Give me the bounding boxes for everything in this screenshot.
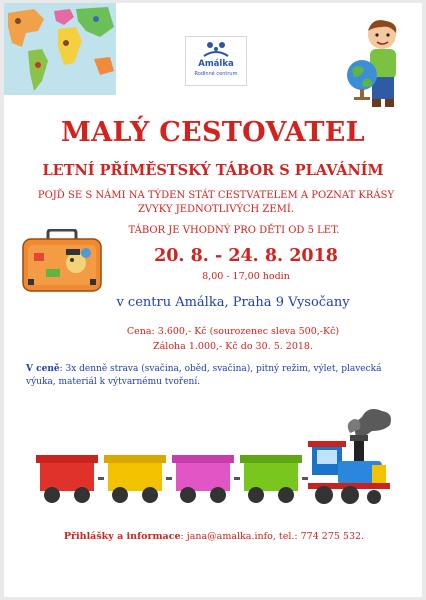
wagon-yellow (104, 455, 166, 503)
intro-text: POJĎ SE S NÁMI NA TÝDEN STÁT CESTVATELEM A POZNAT KRÁSY ZVYKY JEDNOTLIVÝCH ZEMÍ. (37, 190, 395, 215)
boy-with-globe-illustration (342, 17, 416, 113)
wagon-red (36, 455, 98, 503)
camp-dates: 20. 8. - 24. 8. 2018 (154, 246, 338, 266)
price: Cena: 3.600,- Kč (sourozenec sleva 500,-Kč) (126, 326, 340, 337)
included-label: V ceně (26, 364, 60, 374)
wagon-pink (172, 455, 234, 503)
contact-text: : jana@amalka.info, tel.: 774 275 532. (180, 531, 365, 542)
locomotive (308, 435, 390, 504)
camp-location: v centru Amálka, Praha 9 Vysočany (116, 295, 350, 310)
amalka-logo (185, 36, 247, 86)
flyer-page (4, 3, 422, 597)
included-text: : 3x denně strava (svačina, oběd, svačina), pitný režim, výlet, plavecká výuka, materiál k výtvarnému tvoření. (26, 364, 382, 387)
logo-name: Amálka (198, 59, 234, 69)
included-paragraph (26, 363, 398, 388)
contact-label: Přihlášky a informace (63, 531, 181, 542)
age-note: TÁBOR JE VHODNÝ PRO DĚTI OD 5 LET. (128, 225, 340, 236)
flyer-title: MALÝ CESTOVATEL (61, 117, 365, 148)
contact-line (26, 531, 402, 542)
logo-subtitle: Rodinné centrum (194, 71, 238, 77)
train-illustration (32, 405, 396, 509)
flyer-subtitle: LETNÍ PŘÍMĚSTSKÝ TÁBOR S PLAVÁNÍM (42, 162, 384, 179)
deposit: Záloha 1.000,- Kč do 30. 5. 2018. (153, 341, 313, 352)
world-map-illustration (4, 3, 116, 95)
suitcase-illustration (20, 229, 104, 295)
camp-hours: 8,00 - 17,00 hodin (202, 271, 290, 282)
family-logo-icon (202, 40, 230, 58)
wagon-green (240, 455, 302, 503)
